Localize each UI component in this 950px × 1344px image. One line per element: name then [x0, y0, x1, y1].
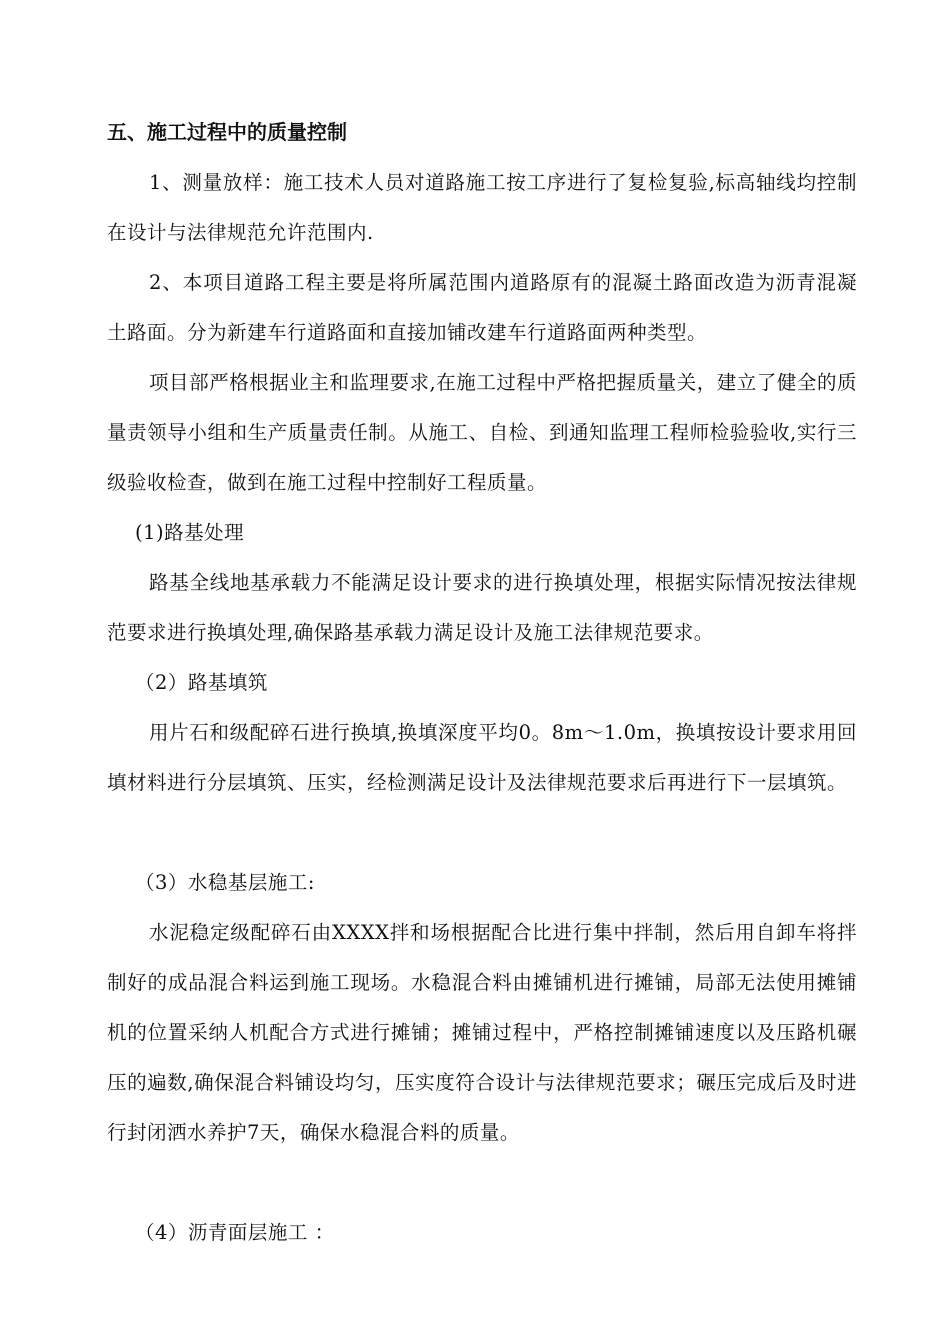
paragraph-cement-base: 水泥稳定级配碎石由XXXX拌和场根据配合比进行集中拌制，然后用自卸车将拌制好的成品混合料运到施工现场。水稳混合料由摊铺机进行摊铺，局部无法使用摊铺机的位置采纳人机配合方式进行摊铺；摊铺过程中，严格控制摊铺速度以及压路机碾压的遍数,确保混合料铺设均匀，压实度符合设计与法律规范要求；碾压完成后及时进行封闭洒水养护7天，确保水稳混合料的质量。 — [107, 921, 857, 1144]
paragraph-subgrade-filling: 用片石和级配碎石进行换填,换填深度平均0。8m～1.0m，换填按设计要求用回填材料进行分层填筑、压实，经检测满足设计及法律规范要求后再进行下一层填筑。 — [107, 721, 857, 794]
section-heading: 五、施工过程中的质量控制 — [107, 120, 347, 144]
subheading-subgrade-treatment: (1)路基处理 — [135, 521, 245, 544]
paragraph-subgrade-treatment: 路基全线地基承载力不能满足设计要求的进行换填处理，根据实际情况按法律规范要求进行换填处理,确保路基承载力满足设计及施工法律规范要求。 — [107, 571, 857, 644]
paragraph-surveying: 1、测量放样：施工技术人员对道路施工按工序进行了复检复验,标高轴线均控制在设计与法律规范允许范围内. — [107, 171, 857, 244]
subheading-subgrade-filling: （2）路基填筑 — [135, 671, 268, 694]
paragraph-quality-management: 项目部严格根据业主和监理要求,在施工过程中严格把握质量关，建立了健全的质量责领导小组和生产质量责任制。从施工、自检、到通知监理工程师检验验收,实行三级验收检查，做到在施工过程中控制好工程质量。 — [107, 371, 857, 494]
paragraph-road-project: 2、本项目道路工程主要是将所属范围内道路原有的混凝土路面改造为沥青混凝土路面。分为新建车行道路面和直接加铺改建车行道路面两种类型。 — [107, 271, 857, 344]
subheading-cement-base: （3）水稳基层施工: — [135, 871, 315, 894]
subheading-asphalt-surface: （4）沥青面层施工 ： — [135, 1221, 335, 1244]
